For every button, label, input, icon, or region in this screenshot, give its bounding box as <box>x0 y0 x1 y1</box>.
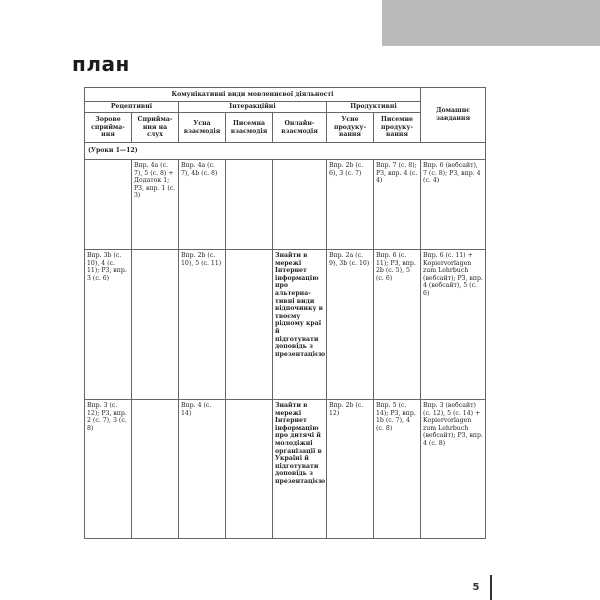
table-cell <box>132 250 179 400</box>
table-cell: Впр. 6 (с. 11); РЗ, впр. 2b (с. 5), 5 (с. 6) <box>374 250 421 400</box>
page-title: план <box>72 52 130 76</box>
table-cell: Впр. 6 (вебсайт), 7 (с. 8); РЗ, впр. 4 (с. 4) <box>421 160 486 250</box>
column-header: Писемне продуку-вання <box>374 113 421 143</box>
column-header: Зорове сприйма-ння <box>85 113 132 143</box>
table-cell: Впр. 4а (с. 7), 4b (с. 8) <box>179 160 226 250</box>
page-number: 5 <box>472 582 480 593</box>
table-cell: Впр. 3 (с. 12); РЗ, впр. 2 (с. 7), 3 (с. 8) <box>85 400 132 539</box>
column-header: Усне продуку-вання <box>327 113 374 143</box>
table-cell: Впр. 2a (с. 9), 3b (с. 10) <box>327 250 374 400</box>
corner-tab <box>382 0 600 46</box>
table-cell: Впр. 2b (с. 10), 5 (с. 11) <box>179 250 226 400</box>
table-cell <box>273 160 327 250</box>
header-main: Комунікативні види мовленнєвої діяльності <box>85 88 421 102</box>
table-cell <box>226 250 273 400</box>
table-cell: Знайти в мережі Інтернет інформацію про альтерна-тивні види відпочинку в твоєму рідному краї й підготувати доповідь з презентацією <box>273 250 327 400</box>
table-cell: Впр. 4а (с. 7), 5 (с. 8) + Додаток 1; РЗ, впр. 1 (с. 3) <box>132 160 179 250</box>
table-row <box>85 400 486 539</box>
column-header: Усна взаємодія <box>179 113 226 143</box>
lessons-label: (Уроки 1—12) <box>85 143 486 160</box>
table-cell: Впр. 6 (с. 11) + Kopiervorlagen zum Lehrbuch (вебсайт); РЗ, впр. 4 (вебсайт), 5 (с. 6) <box>421 250 486 400</box>
column-header: Онлайн-взаємодія <box>273 113 327 143</box>
table-cell <box>132 400 179 539</box>
table-cell: Впр. 2b (с. 12) <box>327 400 374 539</box>
table-cell <box>226 400 273 539</box>
table-cell: Впр. 4 (с. 14) <box>179 400 226 539</box>
group-interactive: Інтеракційні <box>179 102 327 113</box>
lesson-plan-table <box>84 87 486 539</box>
column-header: Сприйма-ння на слух <box>132 113 179 143</box>
table-cell: Впр. 2b (с. 6), 3 (с. 7) <box>327 160 374 250</box>
table-cell: Впр. 3b (с. 10), 4 (с. 11); РЗ, впр. 3 (с. 6) <box>85 250 132 400</box>
column-header: Писемна взаємодія <box>226 113 273 143</box>
group-receptive: Рецептивні <box>85 102 179 113</box>
table-cell <box>85 160 132 250</box>
table-cell: Знайти в мережі Інтернет інформацію про дитячі й молодіжні організації в Україні й підготувати доповідь з презентацією <box>273 400 327 539</box>
table-cell: Впр. 5 (с. 14); РЗ, впр. 1b (с. 7), 4 (с. 8) <box>374 400 421 539</box>
margin-rule <box>490 575 492 600</box>
table-row <box>85 250 486 400</box>
header-homework: Домашнє завдання <box>421 88 486 143</box>
table-cell: Впр. 7 (с. 8); РЗ, впр. 4 (с. 4) <box>374 160 421 250</box>
table-row <box>85 160 486 250</box>
table-cell <box>226 160 273 250</box>
group-productive: Продуктивні <box>327 102 421 113</box>
table-cell: Впр. 3 (вебсайт) (с. 12), 5 (с. 14) + Kopiervorlagen zum Lehrbuch (вебсайт); РЗ, впр. 4 (с. 8) <box>421 400 486 539</box>
